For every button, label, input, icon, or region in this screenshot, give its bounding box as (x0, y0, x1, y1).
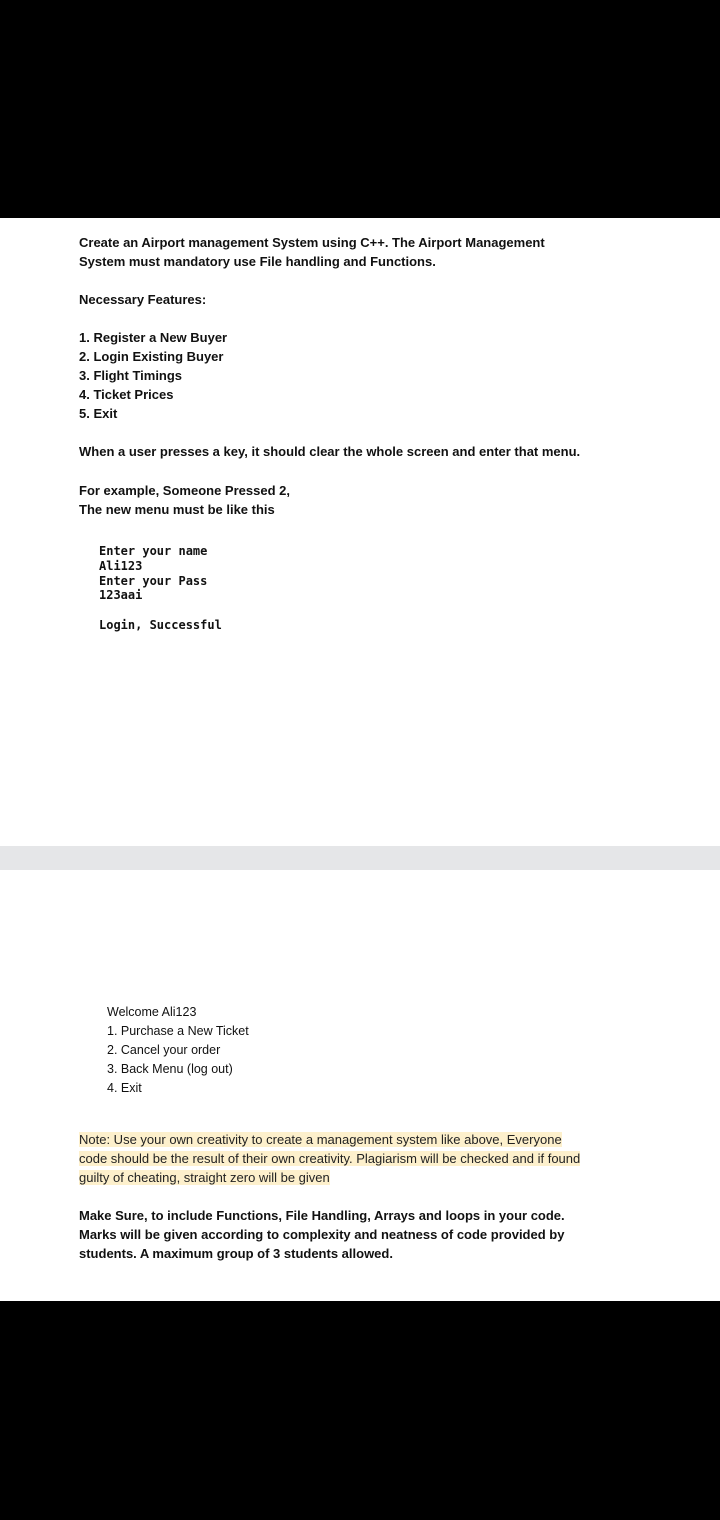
instruction-text: When a user presses a key, it should clear the whole screen and enter that menu. (79, 444, 581, 459)
note-line-3 (79, 1168, 330, 1187)
closing-line-2: Marks will be given according to complexity and neatness of code provided by (79, 1227, 565, 1242)
document-page-2 (0, 870, 720, 1301)
note-highlight: Note: Use your own creativity to create a management system like above, Everyone (79, 1132, 562, 1147)
closing-line-1: Make Sure, to include Functions, File Handling, Arrays and loops in your code. (79, 1208, 565, 1223)
console-line: Enter your Pass (99, 574, 208, 588)
example-line-1: For example, Someone Pressed 2, (79, 483, 290, 498)
note-line-1 (79, 1130, 562, 1149)
feature-item: 2. Login Existing Buyer (79, 349, 224, 364)
console-line: Enter your name (99, 544, 208, 558)
feature-item: 3. Flight Timings (79, 368, 183, 383)
console-line: 123aai (99, 588, 143, 602)
menu-item: 4. Exit (107, 1081, 142, 1095)
console-result: Login, Successful (99, 618, 222, 632)
feature-item: 5. Exit (79, 406, 118, 421)
page-separator (0, 846, 720, 870)
note-highlight: guilty of cheating, straight zero will be given (79, 1170, 330, 1185)
example-line-2: The new menu must be like this (79, 502, 275, 517)
menu-item: 1. Purchase a New Ticket (107, 1024, 249, 1038)
feature-item: 4. Ticket Prices (79, 387, 174, 402)
note-highlight: code should be the result of their own creativity. Plagiarism will be checked and if found (79, 1151, 581, 1166)
console-line: Ali123 (99, 559, 143, 573)
menu-item: 2. Cancel your order (107, 1043, 221, 1057)
document-page-1 (0, 218, 720, 846)
feature-item: 1. Register a New Buyer (79, 330, 228, 345)
features-heading: Necessary Features: (79, 292, 207, 307)
top-black-bar (0, 0, 720, 218)
intro-line-2: System must mandatory use File handling and Functions. (79, 254, 436, 269)
menu-item: 3. Back Menu (log out) (107, 1062, 233, 1076)
intro-line-1: Create an Airport management System using C++. The Airport Management (79, 235, 545, 250)
closing-line-3: students. A maximum group of 3 students allowed. (79, 1246, 393, 1261)
welcome-text: Welcome Ali123 (107, 1005, 197, 1019)
note-line-2 (79, 1149, 580, 1168)
bottom-black-bar (0, 1301, 720, 1520)
